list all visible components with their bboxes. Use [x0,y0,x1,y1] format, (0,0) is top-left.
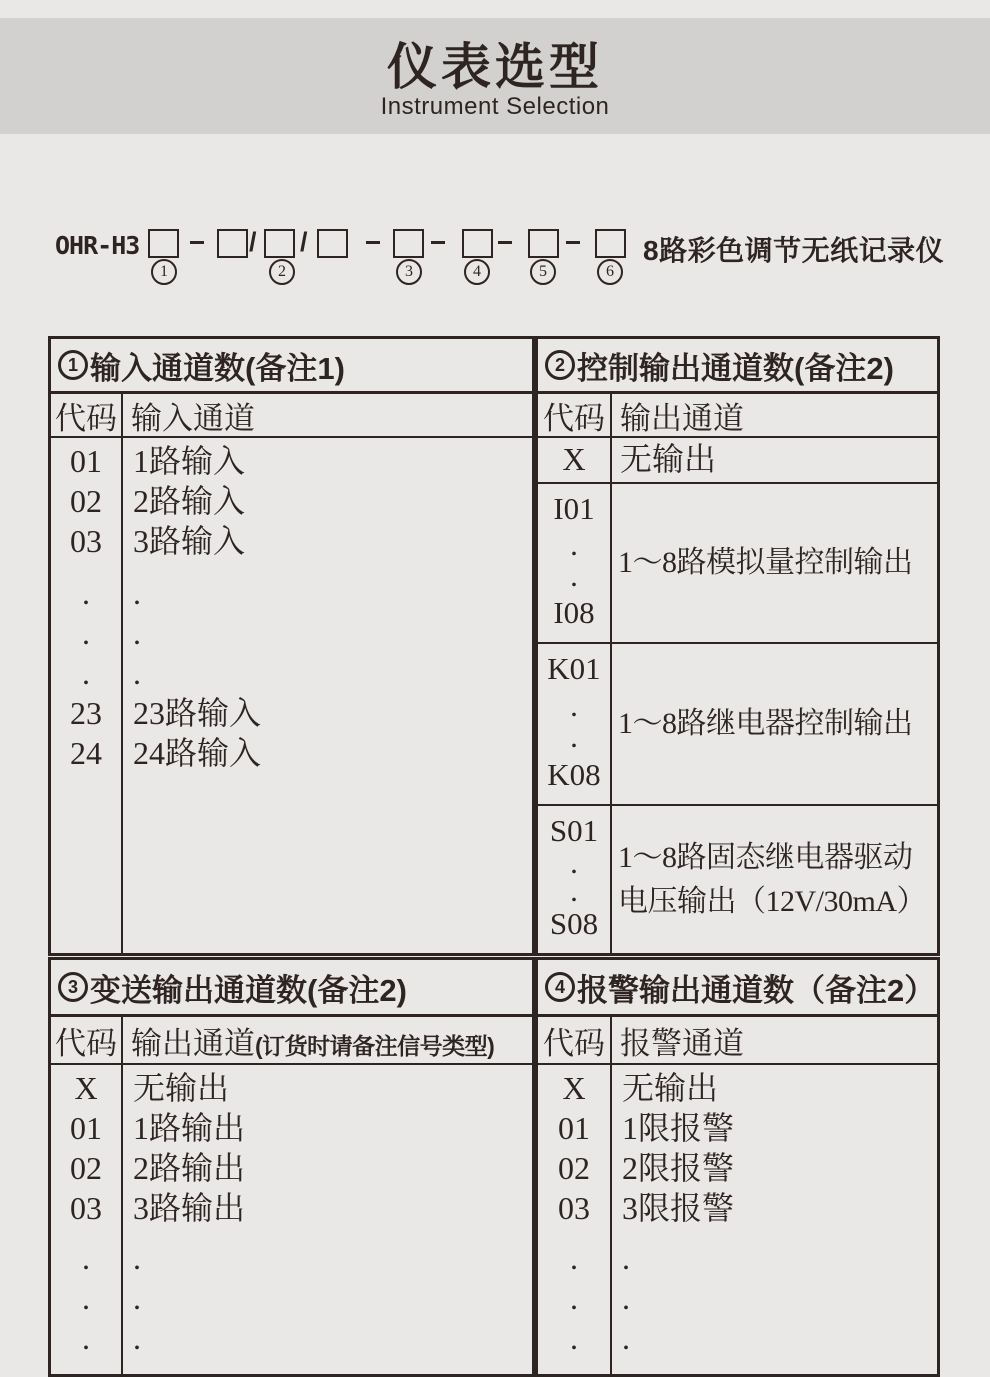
desc-cell: 无输出 [133,1070,230,1106]
section-3-body [51,1065,532,1374]
code-cell: 01 [70,1110,102,1146]
desc-cell: . [133,615,141,651]
slash-separator: / [249,227,257,257]
desc-column-header: 报警通道 [620,1025,744,1061]
desc-column-note: (订货时请备注信号类型) [255,1032,495,1059]
section-number-icon: 3 [58,972,88,1002]
table-row-group-ssr [538,806,937,953]
desc-column [123,1065,532,1374]
ellipsis-dot: . [570,719,578,755]
table-alarm-output-channels [535,957,940,1377]
desc-column-header: 输入通道 [131,400,255,436]
desc-cell: 1限报警 [622,1110,735,1146]
model-box-1 [148,229,179,258]
desc-cell: 2路输入 [133,483,246,519]
section-4-subheader [538,1017,937,1065]
code-cell: 24 [70,735,102,771]
section-4-body [538,1065,937,1374]
desc-cell: . [133,655,141,691]
code-column-header: 代码 [51,1017,123,1063]
code-cell: . [82,1320,90,1356]
dash [566,241,580,244]
desc-line: 1～8路继电器控制输出 [618,707,913,741]
code-cell: 03 [70,523,102,559]
desc-cell: . [622,1240,630,1276]
code-cell: . [570,1240,578,1276]
desc-cell: 24路输入 [133,735,262,771]
ellipsis-dot: . [570,872,578,908]
desc-cell: . [133,1280,141,1316]
section-number-icon: 1 [58,350,88,380]
code-column-header: 代码 [538,394,612,436]
dash [190,241,204,244]
desc-cell: 2限报警 [622,1150,735,1186]
code-cell: . [82,1240,90,1276]
table-row [538,438,937,484]
code-cell: 02 [558,1150,590,1186]
model-box-7 [528,229,559,258]
desc-cell: 无输出 [620,441,717,477]
code-cell: . [570,1320,578,1356]
dash [498,241,512,244]
desc-column [612,1065,937,1374]
code-column [538,1065,612,1374]
circled-number-5: 5 [530,259,556,285]
desc-cell: . [622,1320,630,1356]
section-2-header [538,339,937,394]
desc-cell: 2路输出 [133,1150,246,1186]
table-control-output-channels [535,336,940,956]
code-cell: . [82,575,90,611]
model-box-2 [217,229,248,258]
desc-cell [612,644,937,804]
section-1-subheader [51,394,532,438]
circled-number-3: 3 [396,259,422,285]
circled-number-4: 4 [464,259,490,285]
desc-cell: 23路输入 [133,695,262,731]
ellipsis-dot: . [570,845,578,881]
code-cell: 23 [70,695,102,731]
model-box-5 [393,229,424,258]
model-box-3 [264,229,295,258]
table-transmit-output-channels [48,957,535,1377]
desc-column [123,438,532,953]
code-cell: K01 [547,651,601,686]
section-4-header [538,960,937,1017]
section-2-subheader [538,394,937,438]
code-cell: S01 [549,813,599,848]
desc-cell: . [133,1240,141,1276]
dash [366,241,380,244]
page-subtitle: Instrument Selection [380,93,610,120]
section-3-header [51,960,532,1017]
section-4-title: 报警输出通道数（备注2） [577,972,936,1008]
desc-cell: 3限报警 [622,1190,735,1226]
code-column [51,438,123,953]
desc-column-header: 输出通道 [620,400,744,436]
code-cell: 03 [70,1190,102,1226]
code-cell: I08 [553,594,595,630]
section-1-header [51,339,532,394]
desc-cell: . [133,575,141,611]
code-cell: X [74,1070,98,1106]
desc-line: 1～8路模拟量控制输出 [618,546,913,580]
table-input-channels [48,336,535,956]
circled-number-2: 2 [269,259,295,285]
code-cell: . [82,1280,90,1316]
page-title: 仪表选型 [387,39,603,95]
code-column [51,1065,123,1374]
code-column-header: 代码 [51,394,123,436]
model-code-diagram [0,0,990,300]
section-2-title: 控制输出通道数(备注2) [577,350,894,386]
model-box-6 [462,229,493,258]
code-cell: S08 [549,906,599,941]
desc-cell [612,484,937,642]
code-cell: . [570,1280,578,1316]
section-3-title: 变送输出通道数(备注2) [90,972,407,1008]
code-cell: I01 [553,491,595,526]
desc-cell: 1路输入 [133,443,246,479]
code-column [538,806,612,953]
desc-cell [612,806,937,953]
dash [431,241,445,244]
desc-line: 电压输出（12V/30mA） [618,884,926,918]
code-cell: 02 [70,483,102,519]
section-3-subheader [51,1017,532,1065]
code-cell: . [82,655,90,691]
circled-number-6: 6 [597,259,623,285]
code-column [538,644,612,804]
desc-cell: . [622,1280,630,1316]
circled-number-1: 1 [151,259,177,285]
section-1-title: 输入通道数(备注1) [90,350,345,386]
code-cell: . [82,615,90,651]
slash-separator: / [300,227,308,257]
desc-column-header: 输出通道(订货时请备注信号类型) [131,1025,495,1061]
table-row-group-analog [538,484,937,644]
table-row-group-relay [538,644,937,806]
ellipsis-dot: . [570,687,578,723]
model-prefix: OHR-H3 [55,231,140,260]
section-number-icon: 2 [545,350,575,380]
section-number-icon: 4 [545,972,575,1002]
model-box-4 [317,229,348,258]
code-cell: X [562,1070,586,1106]
desc-cell: . [133,1320,141,1356]
code-column-header: 代码 [538,1017,612,1063]
desc-cell: 3路输出 [133,1190,246,1226]
desc-line: 1～8路固态继电器驱动 [618,841,913,874]
model-box-8 [595,229,626,258]
section-1-body [51,438,532,953]
code-cell: 03 [558,1190,590,1226]
code-cell: K08 [547,756,601,792]
upper-tables [48,336,940,956]
code-cell: X [538,438,612,482]
desc-cell: 1路输出 [133,1110,246,1146]
code-cell: 01 [558,1110,590,1146]
code-cell: 01 [70,443,102,479]
ellipsis-dot: . [570,527,578,563]
desc-cell: 无输出 [622,1070,719,1106]
lower-tables [48,957,940,1377]
desc-cell: 3路输入 [133,523,246,559]
code-cell: 02 [70,1150,102,1186]
ellipsis-dot: . [570,558,578,594]
model-description: 8路彩色调节无纸记录仪 [643,235,945,266]
code-column [538,484,612,642]
